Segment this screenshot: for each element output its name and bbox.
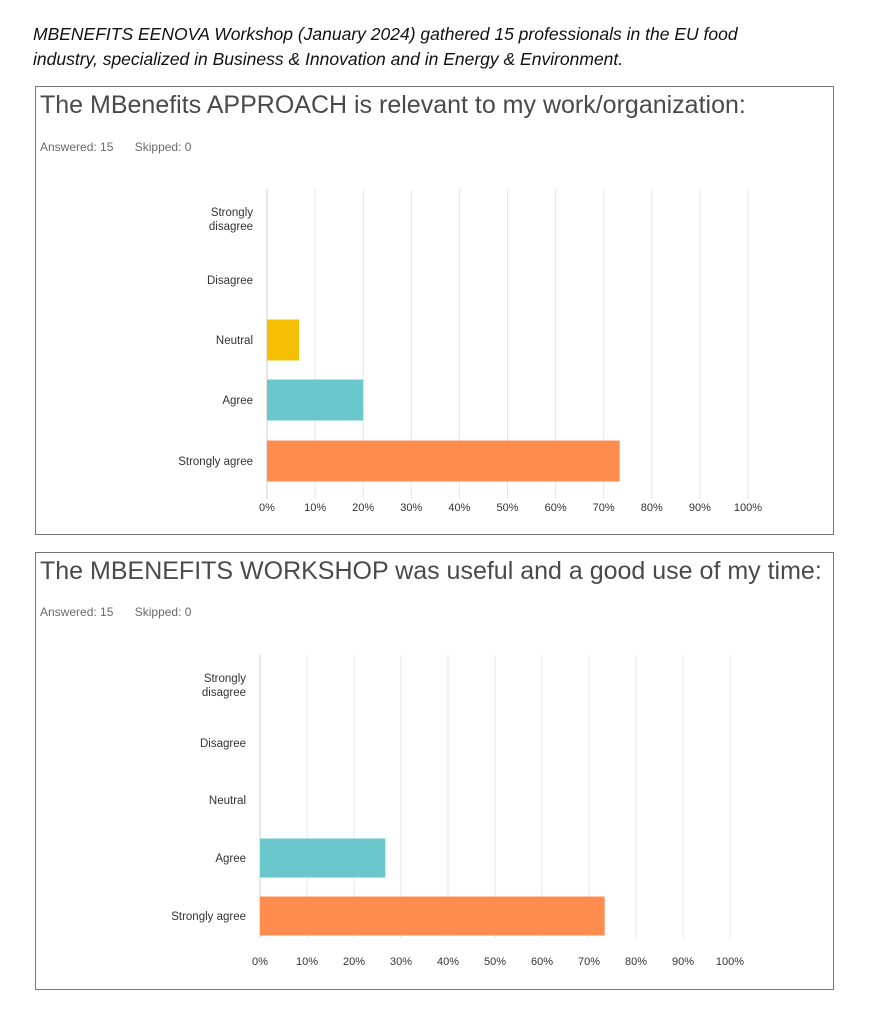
x-tick-label: 30% [400,502,423,514]
chart-panel-approach [35,86,834,535]
bar-chart-workshop [36,553,833,988]
skipped-count: Skipped: 0 [134,140,192,154]
category-label: Strongly agree [178,456,253,468]
x-tick-label: 30% [389,956,413,968]
x-tick-label: 50% [496,502,519,514]
skipped-count: Skipped: 0 [134,605,192,619]
bar-strongly-agree [260,897,605,936]
x-tick-label: 90% [671,956,695,968]
category-label: Agree [222,395,253,407]
x-tick-label: 50% [483,956,507,968]
x-tick-label: 0% [252,956,268,968]
x-tick-label: 10% [295,956,319,968]
category-label: Disagree [206,275,253,287]
x-tick-label: 60% [544,502,567,514]
answered-count: Answered: 15 [40,140,114,154]
x-tick-label: 70% [577,956,601,968]
bar-chart-approach [36,87,833,533]
category-label: Strongly disagree [208,207,253,233]
chart-title: The MBENEFITS WORKSHOP was useful and a good use of my time: [40,557,822,585]
x-tick-label: 80% [640,502,663,514]
intro-line-1: MBENEFITS EENOVA Workshop (January 2024) gathered 15 professionals in the EU food [33,24,738,44]
category-label: Agree [215,853,246,865]
chart-panel-workshop [35,552,834,990]
category-label: Neutral [208,795,246,807]
x-tick-label: 20% [352,502,375,514]
chart-title: The MBenefits APPROACH is relevant to my work/organization: [40,91,746,119]
x-tick-label: 10% [304,502,327,514]
x-tick-label: 40% [436,956,460,968]
x-tick-label: 0% [259,502,275,514]
x-tick-label: 40% [448,502,471,514]
bar-neutral [267,320,299,361]
x-tick-label: 20% [342,956,366,968]
x-tick-label: 80% [624,956,648,968]
category-label: Strongly disagree [201,673,246,699]
bar-agree [260,839,385,878]
bar-agree [267,380,363,421]
intro-line-2: industry, specialized in Business & Innovation and in Energy & Environment. [33,49,624,69]
category-label: Disagree [199,738,246,750]
x-tick-label: 90% [688,502,711,514]
x-tick-label: 100% [733,502,763,514]
x-tick-label: 100% [715,956,745,968]
x-tick-label: 70% [592,502,615,514]
category-label: Neutral [215,335,253,347]
bar-strongly-agree [267,441,620,482]
answered-count: Answered: 15 [40,605,114,619]
x-tick-label: 60% [530,956,554,968]
category-label: Strongly agree [171,911,246,923]
intro-text [33,22,853,72]
